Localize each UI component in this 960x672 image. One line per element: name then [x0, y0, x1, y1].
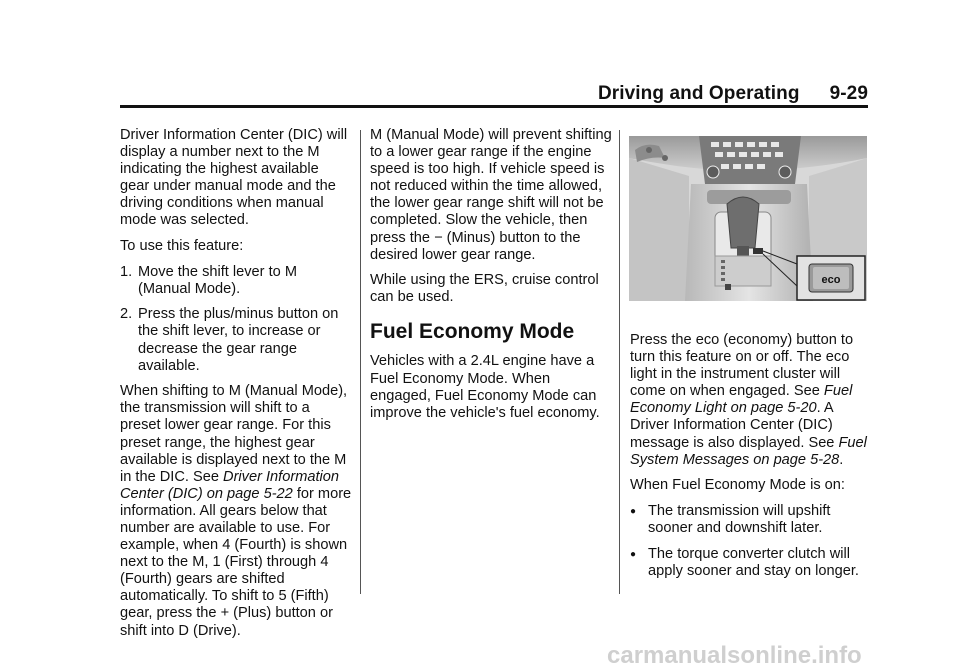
paragraph-manual-shifting: When shifting to M (Manual Mode), the transmission will shift to a preset lower gear range. For this preset range, the highest gear available is displayed next to the M in the DIC. See Driver Information Center (DIC) on page 5-22 for more information. All gears below that number are available to use. For example, when 4 (Fourth) is shown next to the M, 1 (First) through 4 (Fourth) gears are shifted automatically. To shift to 5 (Fifth) gear, press the + (Plus) button or shift into D (Drive).	[120, 383, 352, 639]
eco-button-figure	[629, 136, 867, 301]
step-item	[120, 264, 352, 298]
column-divider-right	[619, 130, 620, 594]
paragraph-manual-mode-prevent: M (Manual Mode) will prevent shifting to a lower gear range if the engine speed is too high. If vehicle speed is not reduced within the time allowed, the lower gear range shift will not be completed. Slow the vehicle, then press the − (Minus) button to the desired lower gear range.	[370, 127, 612, 263]
section-title: Driving and Operating	[597, 83, 800, 104]
column-two	[370, 127, 612, 430]
paragraph-fuel-economy-intro: Vehicles with a 2.4L engine have a Fuel Economy Mode. When engaged, Fuel Economy Mode can improve the vehicle's fuel economy.	[370, 353, 600, 421]
bullet-item	[630, 546, 870, 580]
header-rule	[120, 105, 868, 108]
column-one	[120, 127, 352, 648]
console-illustration	[629, 136, 867, 301]
bullet-text: The transmission will upshift sooner and downshift later.	[648, 502, 831, 536]
watermark: carmanualsonline.info	[607, 642, 862, 669]
page-number: 9-29	[829, 83, 868, 104]
eco-button-label: eco	[821, 274, 841, 286]
paragraph-when-on: When Fuel Economy Mode is on:	[630, 477, 845, 494]
column-divider-left	[360, 130, 361, 594]
bullet-icon: ●	[630, 548, 637, 560]
step-text: Press the plus/minus button on the shift lever, to increase or decrease the gear range available.	[138, 306, 339, 374]
paragraph-use-feature: To use this feature:	[120, 238, 244, 255]
step-number: 1.	[120, 263, 133, 280]
section-heading-fuel-economy: Fuel Economy Mode	[370, 320, 575, 344]
step-text: Move the shift lever to M (Manual Mode).	[138, 263, 297, 297]
paragraph-eco-button: Press the eco (economy) button to turn this feature on or off. The eco light in the instrument cluster will come on when engaged. See Fuel Economy Light on page 5-20. A Driver Information Center (DIC) message is also displayed. See Fuel System Messages on page 5-28.	[630, 332, 867, 468]
paragraph-dic-intro: Driver Information Center (DIC) will display a number next to the M indicating the highest available gear under manual mode and the driving conditions when manual mode was selected.	[120, 127, 348, 229]
bullet-icon: ●	[630, 505, 637, 517]
step-item	[120, 306, 352, 374]
cross-reference-fuel-system-messages[interactable]: Fuel System Messages on page 5-28	[630, 434, 867, 468]
column-three	[630, 332, 870, 588]
page-header	[0, 80, 868, 108]
cross-reference-dic[interactable]: Driver Information Center (DIC) on page 5-22	[120, 468, 340, 502]
bullet-text: The torque converter clutch will apply sooner and stay on longer.	[648, 545, 859, 579]
step-number: 2.	[120, 306, 133, 323]
bullet-item	[630, 503, 870, 537]
cross-reference-fuel-economy-light[interactable]: Fuel Economy Light on page 5-20	[630, 383, 853, 417]
paragraph-ers-cruise: While using the ERS, cruise control can be used.	[370, 272, 599, 306]
